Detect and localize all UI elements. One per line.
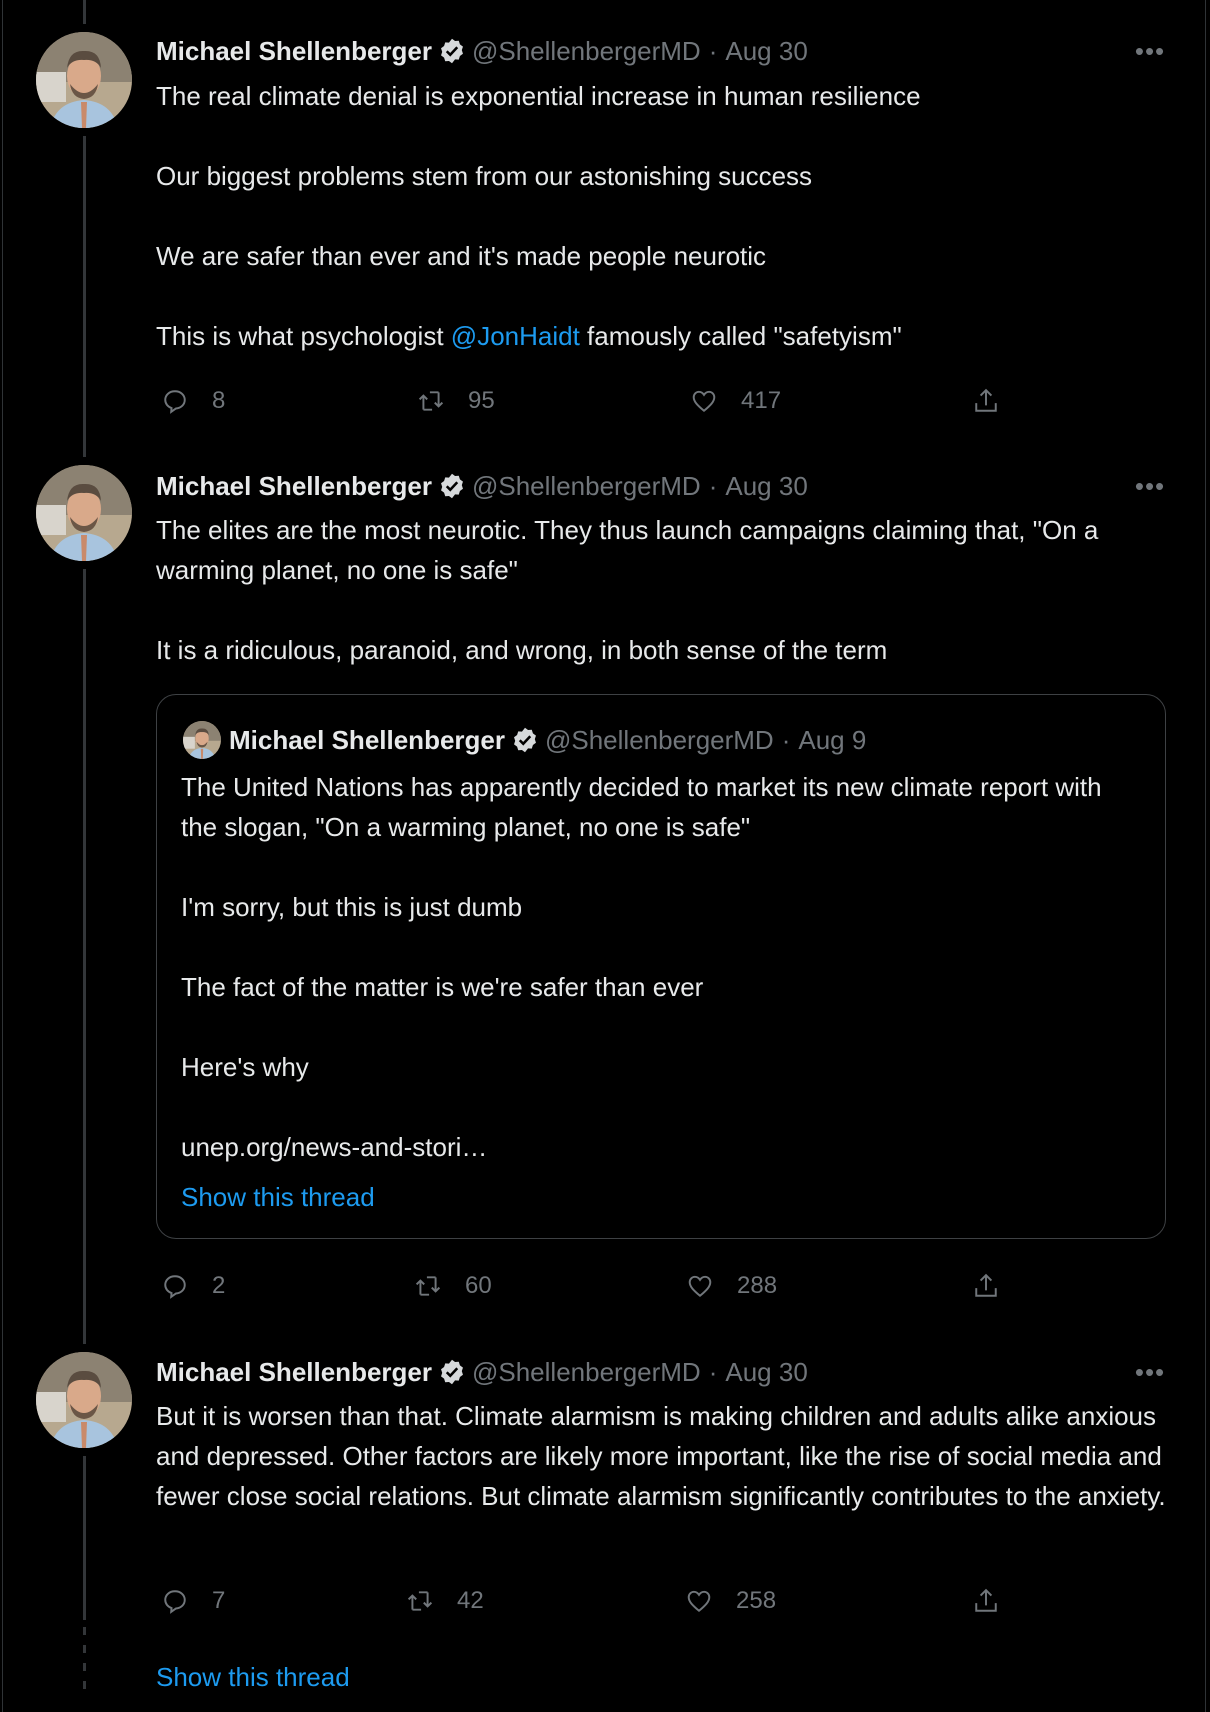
avatar[interactable]	[36, 1352, 132, 1448]
avatar	[183, 721, 221, 759]
tweet-link-text: unep.org/news-and-stori…	[181, 1132, 488, 1162]
retweet-button[interactable]	[418, 381, 495, 421]
tweet-actions	[0, 381, 1210, 421]
speech-bubble-icon	[162, 1588, 188, 1614]
author-handle[interactable]: @ShellenbergerMD	[471, 1357, 701, 1387]
text-span: This is what psychologist	[156, 321, 451, 351]
like-button[interactable]	[686, 1581, 776, 1621]
tweet-paragraph: The real climate denial is exponential increase in human resilience	[156, 81, 921, 111]
tweet-actions	[0, 1581, 1210, 1621]
retweet-button[interactable]	[407, 1581, 484, 1621]
tweet-paragraph: It is a ridiculous, paranoid, and wrong, in both sense of the term	[156, 635, 888, 665]
verified-badge-icon	[438, 37, 466, 65]
reply-count: 2	[212, 1272, 226, 1299]
thread-dotted-connector	[83, 1627, 86, 1693]
retweet-arrows-icon	[418, 388, 444, 414]
like-button[interactable]	[691, 381, 781, 421]
like-count: 288	[737, 1272, 778, 1299]
avatar[interactable]	[36, 32, 132, 128]
share-upload-icon	[973, 388, 999, 414]
tweet-paragraph	[156, 316, 1176, 356]
quoted-tweet[interactable]	[156, 694, 1166, 1239]
share-button[interactable]	[973, 1581, 999, 1621]
tweet-paragraph: Here's why	[181, 1052, 309, 1082]
retweet-arrows-icon	[415, 1273, 441, 1299]
speech-bubble-icon	[162, 388, 188, 414]
tweet-date[interactable]: Aug 30	[725, 36, 808, 66]
separator: ·	[708, 36, 718, 66]
show-this-thread-link[interactable]: Show this thread	[156, 1662, 350, 1692]
tweet-paragraph: The fact of the matter is we're safer than ever	[181, 972, 704, 1002]
tweet-text	[156, 510, 1176, 670]
tweet-actions	[0, 1266, 1210, 1306]
verified-badge-icon	[438, 1358, 466, 1386]
retweet-arrows-icon	[407, 1588, 433, 1614]
thread-line	[83, 0, 86, 24]
reply-button[interactable]	[162, 1581, 225, 1621]
quoted-tweet-text	[181, 767, 1141, 1217]
tweet-header	[156, 466, 808, 506]
reply-count: 8	[212, 387, 226, 414]
author-name[interactable]: Michael Shellenberger	[156, 471, 432, 501]
like-count: 417	[741, 387, 782, 414]
retweet-count: 95	[468, 387, 495, 414]
avatar[interactable]	[36, 465, 132, 561]
reply-button[interactable]	[162, 1266, 225, 1306]
tweet-header	[156, 31, 808, 71]
reply-button[interactable]	[162, 381, 225, 421]
show-this-thread-link[interactable]: Show this thread	[181, 1182, 375, 1212]
more-options-ellipsis-icon[interactable]: •••	[1134, 471, 1166, 501]
separator: ·	[708, 1357, 718, 1387]
share-upload-icon	[973, 1273, 999, 1299]
tweet-paragraph: We are safer than ever and it's made people neurotic	[156, 241, 767, 271]
mention-link[interactable]: @JonHaidt	[450, 321, 580, 351]
heart-icon	[686, 1588, 712, 1614]
heart-icon	[691, 388, 717, 414]
speech-bubble-icon	[162, 1273, 188, 1299]
tweet-paragraph: Our biggest problems stem from our astonishing success	[156, 161, 813, 191]
share-upload-icon	[973, 1588, 999, 1614]
timeline-right-border	[1205, 0, 1206, 1712]
tweet-text	[156, 76, 1176, 356]
verified-badge-icon	[438, 472, 466, 500]
separator: ·	[781, 725, 791, 755]
quoted-tweet-date: Aug 9	[798, 725, 867, 755]
separator: ·	[708, 471, 718, 501]
retweet-count: 60	[465, 1272, 492, 1299]
quoted-tweet-header	[183, 720, 866, 760]
tweet-paragraph: I'm sorry, but this is just dumb	[181, 892, 523, 922]
author-name[interactable]: Michael Shellenberger	[156, 36, 432, 66]
retweet-count: 42	[457, 1587, 484, 1614]
retweet-button[interactable]	[415, 1266, 492, 1306]
thread-line	[83, 569, 86, 1344]
tweet-date[interactable]: Aug 30	[725, 471, 808, 501]
more-options-ellipsis-icon[interactable]: •••	[1134, 36, 1166, 66]
verified-badge-icon	[511, 726, 539, 754]
author-name[interactable]: Michael Shellenberger	[156, 1357, 432, 1387]
share-button[interactable]	[973, 381, 999, 421]
like-count: 258	[736, 1587, 777, 1614]
tweet-header	[156, 1352, 808, 1392]
tweet-paragraph: The United Nations has apparently decided to market its new climate report with the slogan, "On a warming planet, no one is safe"	[181, 772, 1102, 842]
heart-icon	[687, 1273, 713, 1299]
author-handle: @ShellenbergerMD	[544, 725, 774, 755]
like-button[interactable]	[687, 1266, 777, 1306]
text-span: famously called "safetyism"	[579, 321, 902, 351]
tweet-paragraph: The elites are the most neurotic. They thus launch campaigns claiming that, "On a warming planet, no one is safe"	[156, 515, 1099, 585]
tweet-date[interactable]: Aug 30	[725, 1357, 808, 1387]
timeline-left-border	[2, 0, 3, 1712]
author-name: Michael Shellenberger	[229, 725, 505, 755]
reply-count: 7	[212, 1587, 226, 1614]
author-handle[interactable]: @ShellenbergerMD	[471, 471, 701, 501]
author-handle[interactable]: @ShellenbergerMD	[471, 36, 701, 66]
tweet-paragraph: But it is worsen than that. Climate alarmism is making children and adults alike anxious and depressed. Other factors are likely more important, like the rise of social media and fewer close social relations. But climate alarmism significantly contributes to the anxiety.	[156, 1401, 1166, 1511]
share-button[interactable]	[973, 1266, 999, 1306]
tweet-text	[156, 1396, 1166, 1516]
more-options-ellipsis-icon[interactable]: •••	[1134, 1357, 1166, 1387]
